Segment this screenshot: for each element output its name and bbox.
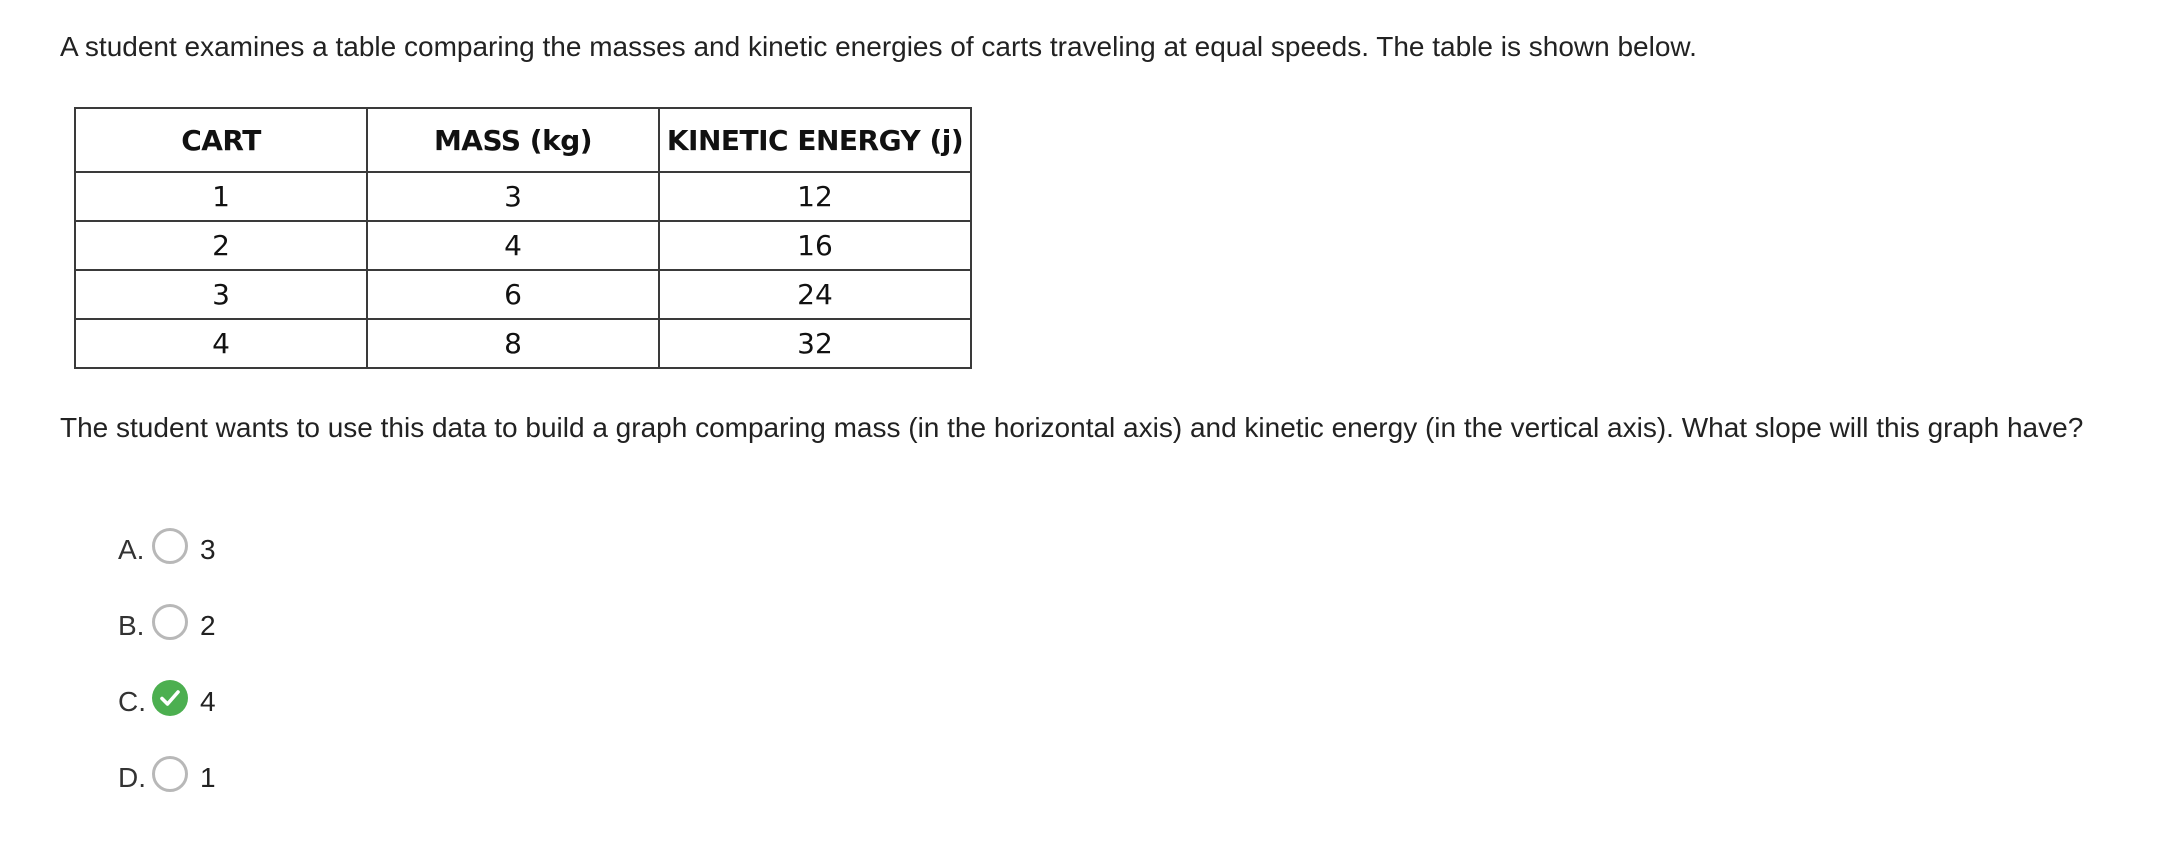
- choice-b[interactable]: [118, 604, 378, 648]
- choice-text: 2: [200, 610, 216, 641]
- choice-a[interactable]: [118, 528, 378, 572]
- cell-mass: 6: [367, 270, 659, 319]
- header-kinetic-energy: KINETIC ENERGY (j): [659, 108, 971, 172]
- cell-kinetic-energy: 16: [659, 221, 971, 270]
- cell-mass: 3: [367, 172, 659, 221]
- question-text: The student wants to use this data to build a graph comparing mass (in the horizontal axis) and kinetic energy (in the vertical axis). What slope will this graph have?: [60, 412, 2084, 443]
- choice-d[interactable]: [118, 756, 378, 800]
- cell-kinetic-energy: 32: [659, 319, 971, 368]
- table-row: [75, 221, 971, 270]
- cell-kinetic-energy: 12: [659, 172, 971, 221]
- cell-cart: 3: [75, 270, 367, 319]
- checkmark-glyph: [160, 689, 180, 707]
- choice-letter: A.: [118, 534, 145, 565]
- check-icon[interactable]: [152, 680, 188, 716]
- cell-mass: 8: [367, 319, 659, 368]
- cell-cart: 1: [75, 172, 367, 221]
- radio-empty-icon[interactable]: [152, 528, 188, 564]
- cell-mass: 4: [367, 221, 659, 270]
- radio-empty-icon[interactable]: [152, 756, 188, 792]
- choice-text: 4: [200, 686, 216, 717]
- table-row: [75, 319, 971, 368]
- choice-letter: D.: [118, 762, 146, 793]
- intro-text: A student examines a table comparing the masses and kinetic energies of carts traveling at equal speeds. The table is shown below.: [60, 31, 1697, 62]
- table-row: [75, 270, 971, 319]
- cell-cart: 4: [75, 319, 367, 368]
- choice-text: 3: [200, 534, 216, 565]
- cell-cart: 2: [75, 221, 367, 270]
- radio-empty-icon[interactable]: [152, 604, 188, 640]
- cell-kinetic-energy: 24: [659, 270, 971, 319]
- table-header-row: [75, 108, 971, 172]
- choice-c[interactable]: [118, 680, 378, 724]
- header-mass: MASS (kg): [367, 108, 659, 172]
- data-table: [74, 107, 972, 369]
- choice-text: 1: [200, 762, 216, 793]
- data-table-container: [74, 107, 972, 369]
- header-cart: CART: [75, 108, 367, 172]
- choice-letter: C.: [118, 686, 146, 717]
- choice-letter: B.: [118, 610, 145, 641]
- table-row: [75, 172, 971, 221]
